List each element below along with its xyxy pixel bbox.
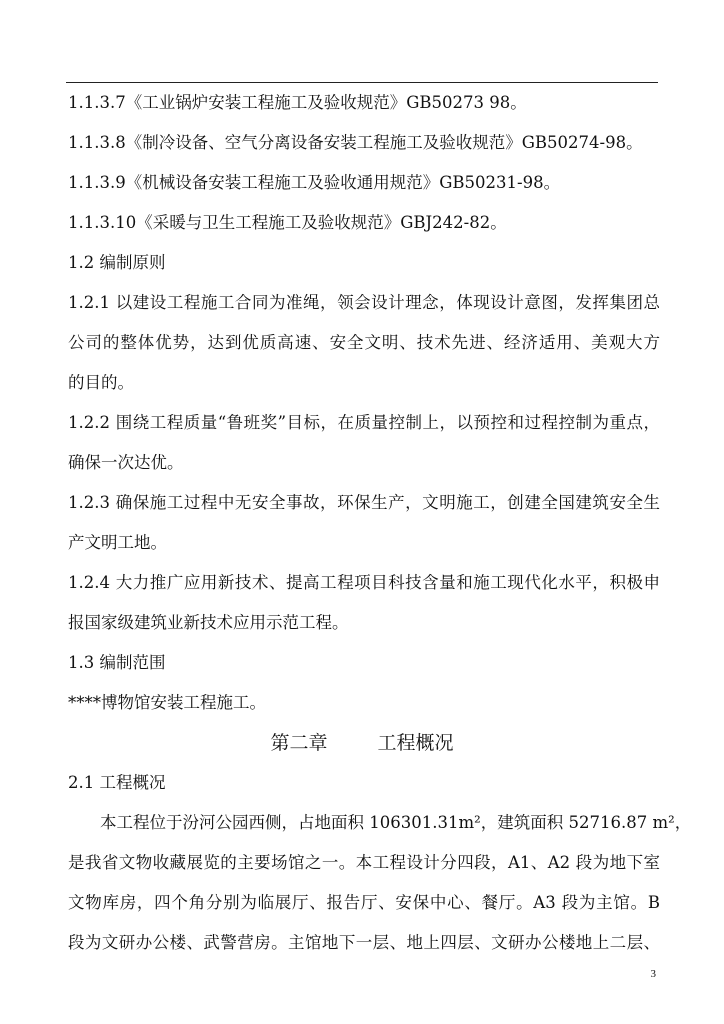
text-line: 文物库房，四个角分别为临展厅、报告厅、安保中心、餐厅。A3 段为主馆。B (68, 893, 660, 912)
text-line: ****博物馆安装工程施工。 (68, 693, 266, 712)
text-line: 1.1.3.10《采暖与卫生工程施工及验收规范》GBJ242-82。 (68, 213, 507, 232)
text-line: 公司的整体优势，达到优质高速、安全文明、技术先进、经济适用、美观大方 (68, 333, 660, 352)
text-line: 的目的。 (68, 373, 134, 392)
text-line: 本工程位于汾河公园西侧，占地面积 106301.31m²，建筑面积 52716.87 m²， (100, 813, 692, 832)
text-line: 1.1.3.7《工业锅炉安装工程施工及验收规范》GB50273 98。 (68, 93, 527, 112)
text-line: 1.2.4 大力推广应用新技术、提高工程项目科技含量和施工现代化水平，积极申 (68, 573, 660, 592)
text-line: 1.2.3 确保施工过程中无安全事故，环保生产，文明施工，创建全国建筑安全生 (68, 493, 660, 512)
text-line: 产文明工地。 (68, 533, 167, 552)
page-number: 3 (650, 968, 656, 980)
text-line: 是我省文物收藏展览的主要场馆之一。本工程设计分四段，A1、A2 段为地下室 (68, 853, 660, 872)
section-heading: 1.3 编制范围 (68, 653, 166, 672)
chapter-heading (0, 730, 724, 756)
section-heading: 2.1 工程概况 (68, 773, 166, 792)
text-line: 段为文研办公楼、武警营房。主馆地下一层、地上四层、文研办公楼地上二层、 (68, 933, 660, 952)
text-line: 1.1.3.8《制冷设备、空气分离设备安装工程施工及验收规范》GB50274-98。 (68, 133, 643, 152)
text-line: 1.2.1 以建设工程施工合同为准绳，领会设计理念，体现设计意图，发挥集团总 (68, 293, 660, 312)
text-line: 报国家级建筑业新技术应用示范工程。 (68, 613, 349, 632)
chapter-number: 第二章 (270, 732, 328, 754)
chapter-title: 工程概况 (377, 732, 454, 754)
text-line: 1.2.2 围绕工程质量“鲁班奖”目标，在质量控制上，以预控和过程控制为重点， (68, 413, 660, 432)
text-line: 1.1.3.9《机械设备安装工程施工及验收通用规范》GB50231-98。 (68, 173, 561, 192)
text-line: 确保一次达优。 (68, 453, 184, 472)
header-rule (66, 82, 658, 83)
section-heading: 1.2 编制原则 (68, 253, 166, 272)
